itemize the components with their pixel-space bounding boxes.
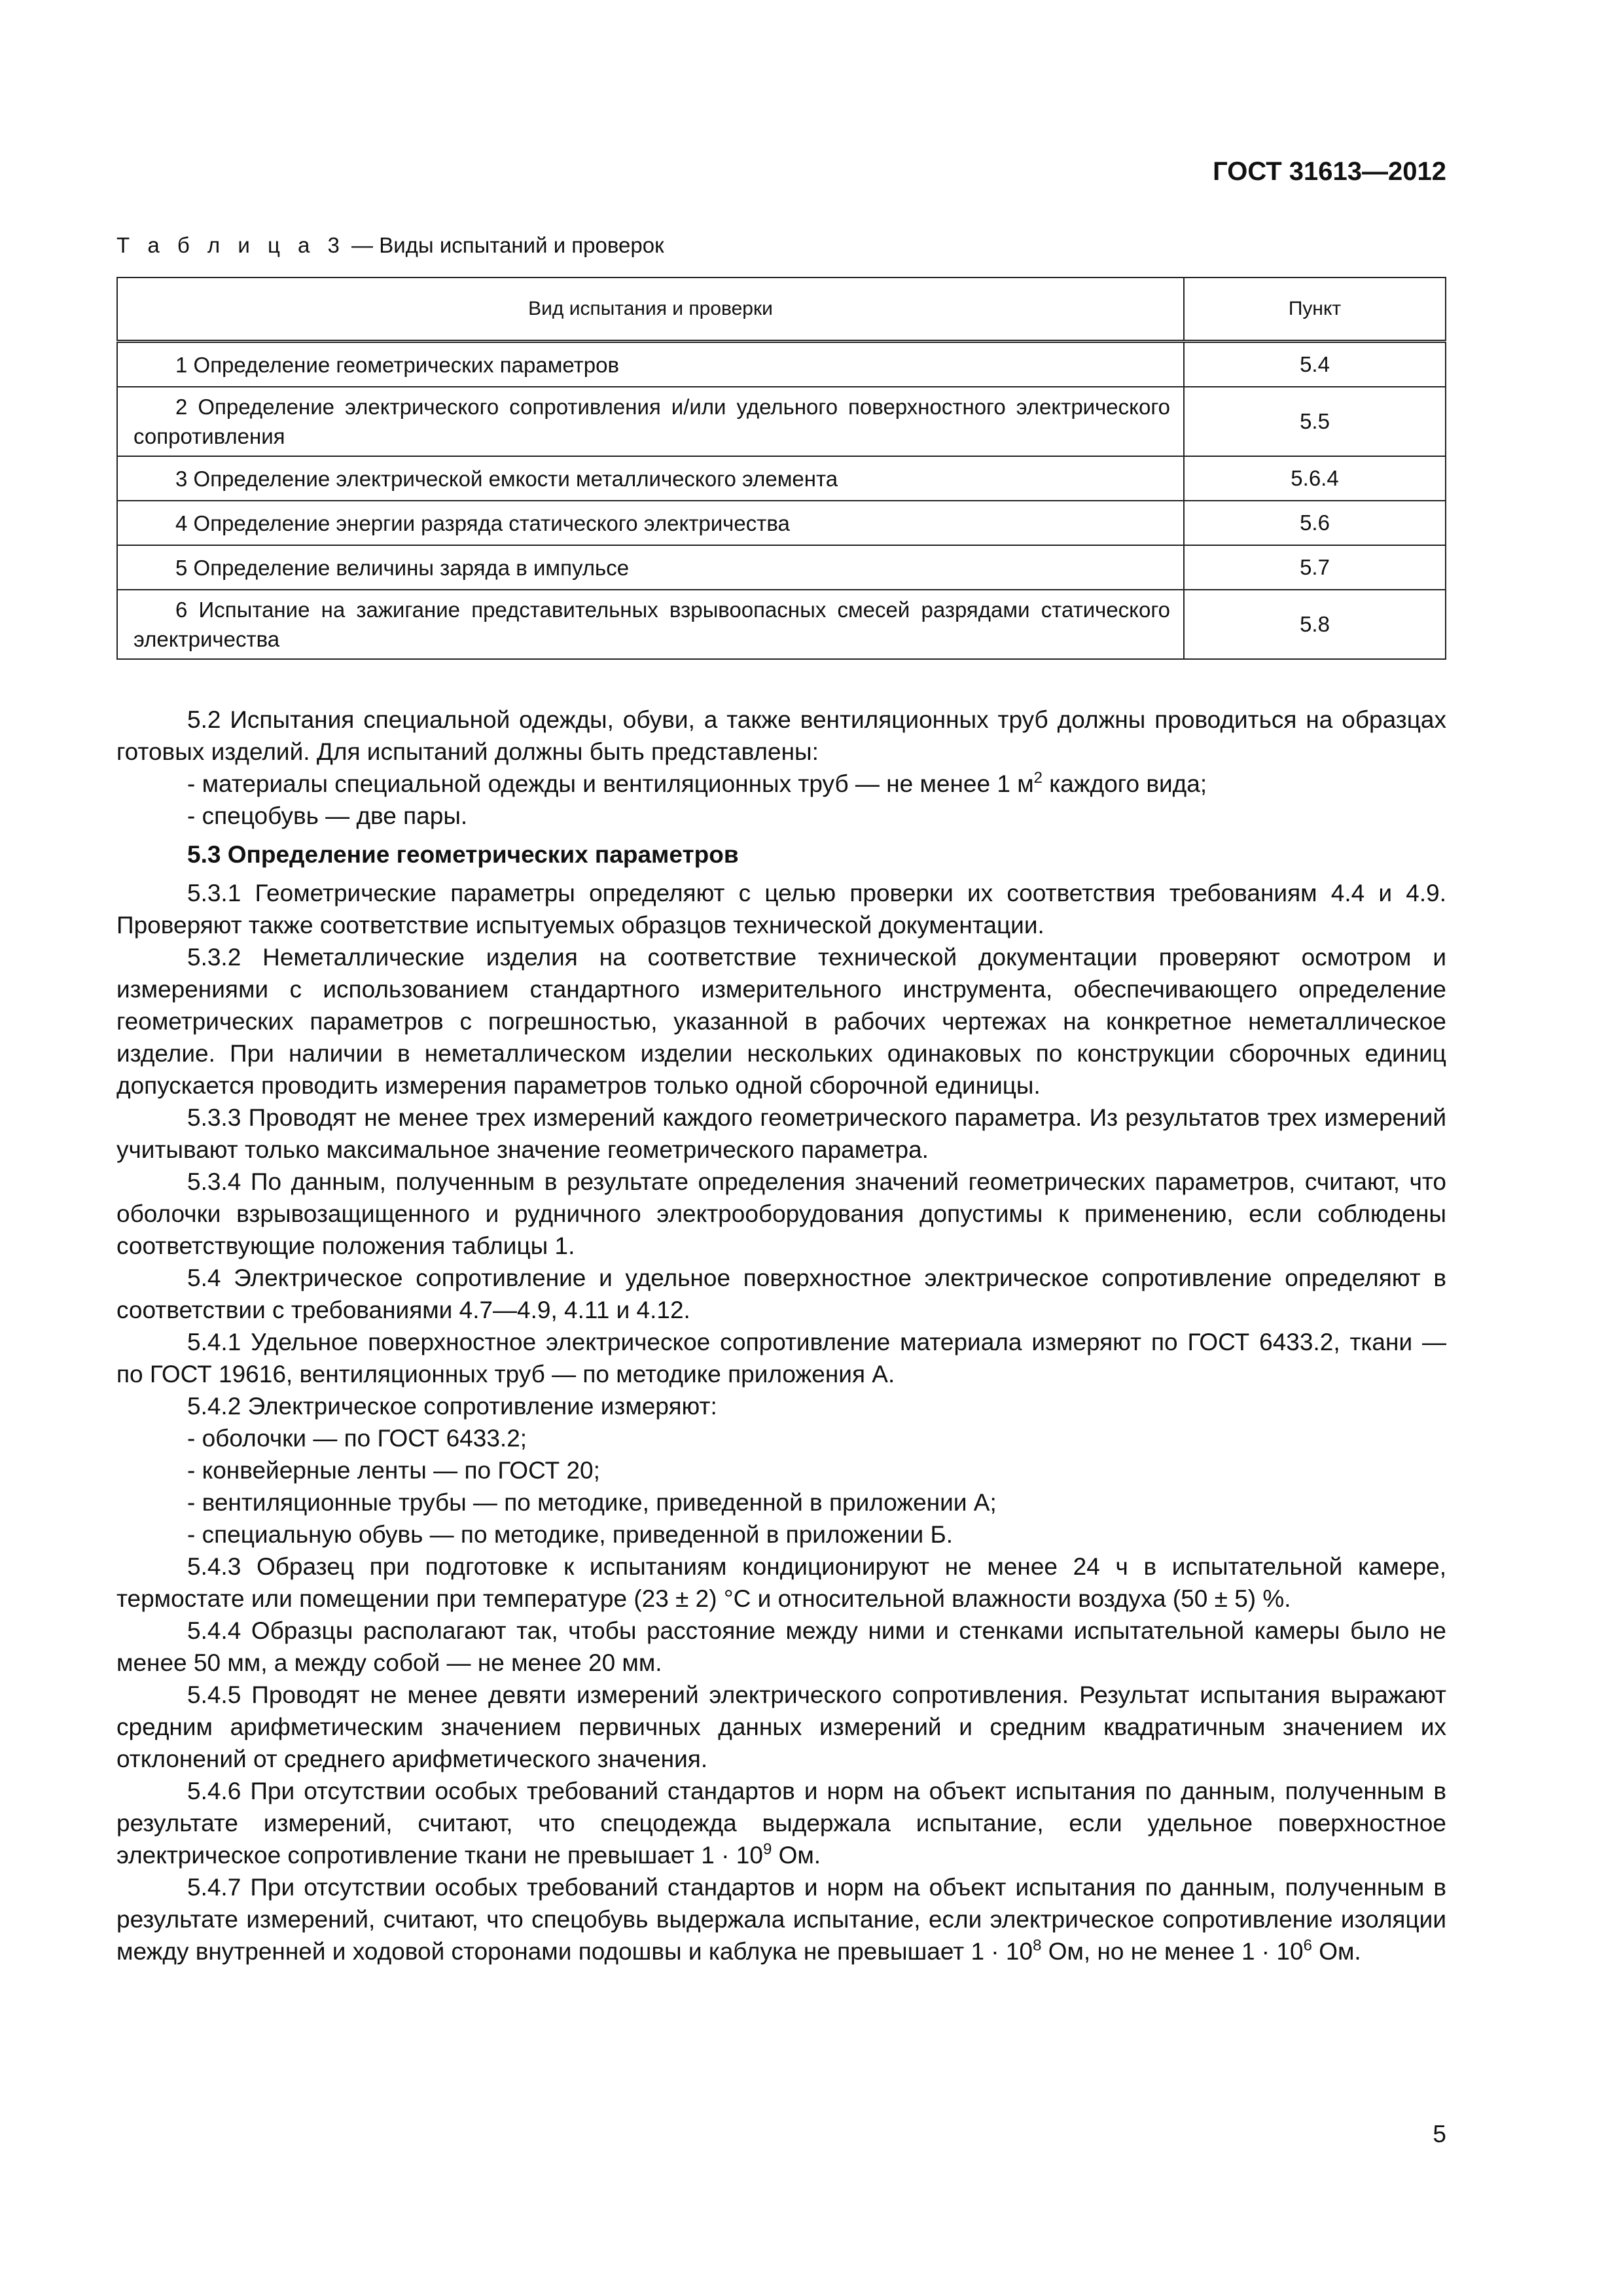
document-header-id: ГОСТ 31613—2012 <box>1213 157 1446 186</box>
paragraph-5-3-3: 5.3.3 Проводят не менее трех измерений каждого геометрического параметра. Из результатов трех измерений учитывают только максимальное значение геометрического параметра. <box>116 1104 1446 1163</box>
page-number: 5 <box>1433 2121 1446 2147</box>
paragraph-5-3-1: 5.3.1 Геометрические параметры определяют с целью проверки их соответствия требованиям 4.4 и 4.9. Проверяют также соответствие испытуемых образцов технической документации. <box>116 880 1446 939</box>
table-row <box>117 456 1446 501</box>
col-header-clause: Пункт <box>1184 278 1446 342</box>
paragraph-5-4-1: 5.4.1 Удельное поверхностное электрическое сопротивление материала измеряют по ГОСТ 6433.2, ткани — по ГОСТ 19616, вентиляционных труб — по методике приложения А. <box>116 1329 1446 1388</box>
paragraph-5-2: 5.2 Испытания специальной одежды, обуви, а также вентиляционных труб должны проводиться на образцах готовых изделий. Для испытаний должны быть представлены: <box>116 706 1446 765</box>
list-item: - оболочки — по ГОСТ 6433.2; <box>187 1425 527 1452</box>
row-clause: 5.5 <box>1184 387 1446 456</box>
table-row <box>117 545 1446 590</box>
row-text: 3 Определение электрической емкости металлического элемента <box>175 466 838 491</box>
table-row <box>117 387 1446 456</box>
list-item: - спецобувь — две пары. <box>187 802 468 829</box>
row-clause: 5.8 <box>1184 590 1446 659</box>
table-row <box>117 501 1446 545</box>
list-item: - конвейерные ленты — по ГОСТ 20; <box>187 1457 600 1484</box>
row-text: 6 Испытание на зажигание представительных взрывоопасных смесей разрядами статического электричества <box>134 598 1170 651</box>
paragraph-5-4-3: 5.4.3 Образец при подготовке к испытаниям кондиционируют не менее 24 ч в испытательной камере, термостате или помещении при температуре (23 ± 2) °С и относительной влажности воздуха (50 ± 5) %. <box>116 1553 1446 1612</box>
paragraph-5-4-4: 5.4.4 Образцы располагают так, чтобы расстояние между ними и стенками испытательной камеры было не менее 50 мм, а между собой — не менее 20 мм. <box>116 1617 1446 1676</box>
table-row <box>117 342 1446 387</box>
col-header-test-type: Вид испытания и проверки <box>117 278 1184 342</box>
section-heading-5-3: 5.3 Определение геометрических параметров <box>187 841 739 868</box>
table-header-row <box>117 278 1446 342</box>
paragraph-5-4-7: 5.4.7 При отсутствии особых требований стандартов и норм на объект испытания по данным, полученным в результате измерений, считают, что спецобувь выдержала испытание, если электрическое сопротивление изоляции между внутренней и ходовой сторонами подошвы и каблука не превышает $1 \cdot 10^8$ Ом, но не менее $1 \cdot 10^6$ Ом. <box>116 1874 1446 1965</box>
table-row <box>117 590 1446 659</box>
paragraph-5-4-6: 5.4.6 При отсутствии особых требований стандартов и норм на объект испытания по данным, полученным в результате измерений, считают, что спецодежда выдержала испытание, если удельное поверхностное электрическое сопротивление ткани не превышает $1 \cdot 10^9$ Ом. <box>116 1778 1446 1869</box>
row-text: 4 Определение энергии разряда статического электричества <box>175 511 790 535</box>
list-item: - специальную обувь — по методике, приведенной в приложении Б. <box>187 1521 954 1548</box>
table-caption-label: Т а б л и ц а 3 <box>116 233 346 257</box>
list-item: - вентиляционные трубы — по методике, приведенной в приложении А; <box>187 1489 997 1516</box>
paragraph-5-4-5: 5.4.5 Проводят не менее девяти измерений электрического сопротивления. Результат испытания выражают средним арифметическим значением первичных данных измерений и средним квадратичным значением их отклонений от среднего арифметического значения. <box>116 1681 1446 1772</box>
row-clause: 5.6 <box>1184 501 1446 545</box>
row-text: 2 Определение электрического сопротивления и/или удельного поверхностного электрического сопротивления <box>134 395 1170 448</box>
row-clause: 5.4 <box>1184 342 1446 387</box>
row-text: 1 Определение геометрических параметров <box>175 352 620 377</box>
body-text <box>116 704 1446 1967</box>
list-item: - материалы специальной одежды и вентиляционных труб — не менее 1 $м^2$ каждого вида; <box>187 769 1207 797</box>
table-caption <box>116 233 664 258</box>
paragraph-5-4-2: 5.4.2 Электрическое сопротивление измеряют: <box>187 1393 717 1420</box>
paragraph-5-3-2: 5.3.2 Неметаллические изделия на соответствие технической документации проверяют осмотром и измерениями с использованием стандартного измерительного инструмента, обеспечивающего определение геометрических параметров с погрешностью, указанной в рабочих чертежах на конкретное неметаллическое изделие. При наличии в неметаллическом изделии нескольких одинаковых по конструкции сборочных единиц допускается проводить измерения параметров только одной сборочной единицы. <box>116 944 1446 1099</box>
table-caption-title: — Виды испытаний и проверок <box>345 233 664 257</box>
paragraph-5-4: 5.4 Электрическое сопротивление и удельное поверхностное электрическое сопротивление определяют в соответствии с требованиями 4.7—4.9, 4.11 и 4.12. <box>116 1265 1446 1323</box>
row-clause: 5.7 <box>1184 545 1446 590</box>
row-text: 5 Определение величины заряда в импульсе <box>175 555 630 580</box>
paragraph-5-3-4: 5.3.4 По данным, полученным в результате определения значений геометрических параметров, считают, что оболочки взрывозащищенного и рудничного электрооборудования допустимы к применению, если соблюдены соответствующие положения таблицы 1. <box>116 1168 1446 1259</box>
tests-table <box>116 277 1446 660</box>
row-clause: 5.6.4 <box>1184 456 1446 501</box>
